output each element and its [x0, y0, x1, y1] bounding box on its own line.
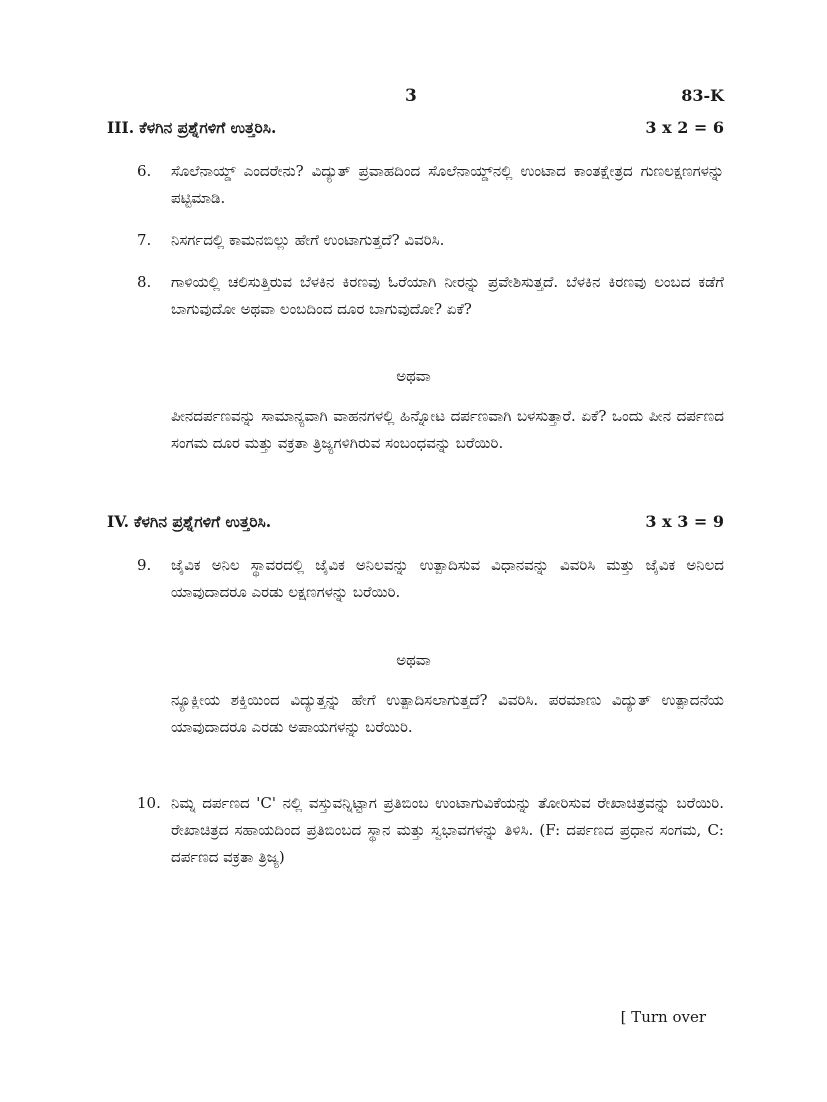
section-heading — [107, 512, 271, 532]
section-header-4 — [107, 512, 724, 532]
question-10 — [137, 790, 724, 871]
question-number: 7. — [137, 231, 152, 249]
paper-code: 83-K — [681, 86, 724, 105]
question-text: ಜೈವಿಕ ಅನಿಲ ಸ್ಥಾವರದಲ್ಲಿ ಜೈವಿಕ ಅನಿಲವನ್ನು ಉತ್ಪಾದಿಸುವ ವಿಧಾನವನ್ನು ವಿವರಿಸಿ ಮತ್ತು ಜೈವಿಕ ಅನಿಲದ ಯಾವುದಾದರೂ ಎರಡು ಲಕ್ಷಣಗಳನ್ನು ಬರೆಯಿರಿ. — [171, 556, 724, 601]
question-text: ನಿಮ್ನ ದರ್ಪಣದ 'C' ನಲ್ಲಿ ವಸ್ತುವನ್ನಿಟ್ಟಾಗ ಪ್ರತಿಬಿಂಬ ಉಂಟಾಗುವಿಕೆಯನ್ನು ತೋರಿಸುವ ರೇಖಾಚಿತ್ರವನ್ನು ಬರೆಯಿರಿ. ರೇಖಾಚಿತ್ರದ ಸಹಾಯದಿಂದ ಪ್ರತಿಬಿಂಬದ ಸ್ಥಾನ ಮತ್ತು ಸ್ವಭಾವಗಳನ್ನು ತಿಳಿಸಿ. (F: ದರ್ಪಣದ ಪ್ರಧಾನ ಸಂಗಮ, C: ದರ್ಪಣದ ವಕ್ರತಾ ತ್ರಿಜ್ಯ) — [171, 794, 724, 866]
section-numeral: III. — [107, 118, 135, 137]
question-8 — [137, 269, 724, 323]
or-separator: ಅಥವಾ — [396, 651, 431, 669]
page-number: 3 — [405, 86, 417, 106]
question-9 — [137, 552, 724, 606]
section-marks: 3 x 3 = 9 — [645, 512, 724, 531]
question-6 — [137, 158, 724, 212]
section-marks: 3 x 2 = 6 — [645, 118, 724, 137]
question-number: 6. — [137, 162, 152, 180]
turn-over-note: [ Turn over — [620, 1008, 706, 1026]
question-number: 10. — [137, 794, 161, 812]
question-text: ನಿಸರ್ಗದಲ್ಲಿ ಕಾಮನಬಿಲ್ಲು ಹೇಗೆ ಉಂಟಾಗುತ್ತದೆ? ವಿವರಿಸಿ. — [171, 231, 445, 249]
section-heading — [107, 118, 276, 138]
question-number: 9. — [137, 556, 152, 574]
question-9-alternative: ನ್ಯೂಕ್ಲೀಯ ಶಕ್ತಿಯಿಂದ ವಿದ್ಯುತ್ತನ್ನು ಹೇಗೆ ಉತ್ಪಾದಿಸಲಾಗುತ್ತದೆ? ವಿವರಿಸಿ. ಪರಮಾಣು ವಿದ್ಯುತ್ ಉತ್ಪಾದನೆಯ ಯಾವುದಾದರೂ ಎರಡು ಅಪಾಯಗಳನ್ನು ಬರೆಯಿರಿ. — [171, 691, 724, 736]
question-text: ಗಾಳಿಯಲ್ಲಿ ಚಲಿಸುತ್ತಿರುವ ಬೆಳಕಿನ ಕಿರಣವು ಓರೆಯಾಗಿ ನೀರನ್ನು ಪ್ರವೇಶಿಸುತ್ತದೆ. ಬೆಳಕಿನ ಕಿರಣವು ಲಂಬದ ಕಡೆಗೆ ಬಾಗುವುದೋ ಅಥವಾ ಲಂಬದಿಂದ ದೂರ ಬಾಗುವುದೋ? ಏಕೆ? — [171, 273, 724, 318]
question-7 — [137, 227, 724, 254]
section-title: ಕೆಳಗಿನ ಪ್ರಶ್ನೆಗಳಿಗೆ ಉತ್ತರಿಸಿ. — [133, 512, 272, 531]
section-title: ಕೆಳಗಿನ ಪ್ರಶ್ನೆಗಳಿಗೆ ಉತ್ತರಿಸಿ. — [139, 118, 277, 137]
section-numeral: IV. — [107, 512, 129, 531]
question-text: ಸೊಲೆನಾಯ್ಡ್ ಎಂದರೇನು? ವಿದ್ಯುತ್ ಪ್ರವಾಹದಿಂದ ಸೊಲೆನಾಯ್ಡ್‌ನಲ್ಲಿ ಉಂಟಾದ ಕಾಂತಕ್ಷೇತ್ರದ ಗುಣಲಕ್ಷಣಗಳನ್ನು ಪಟ್ಟಿಮಾಡಿ. — [171, 162, 724, 207]
question-8-alternative: ಪೀನದರ್ಪಣವನ್ನು ಸಾಮಾನ್ಯವಾಗಿ ವಾಹನಗಳಲ್ಲಿ ಹಿನ್ನೋಟ ದರ್ಪಣವಾಗಿ ಬಳಸುತ್ತಾರೆ. ಏಕೆ? ಒಂದು ಪೀನ ದರ್ಪಣದ ಸಂಗಮ ದೂರ ಮತ್ತು ವಕ್ರತಾ ತ್ರಿಜ್ಯಗಳಿಗಿರುವ ಸಂಬಂಧವನ್ನು ಬರೆಯಿರಿ. — [171, 407, 724, 452]
question-number: 8. — [137, 273, 152, 291]
section-header-3 — [107, 118, 724, 138]
or-separator: ಅಥವಾ — [396, 367, 431, 385]
